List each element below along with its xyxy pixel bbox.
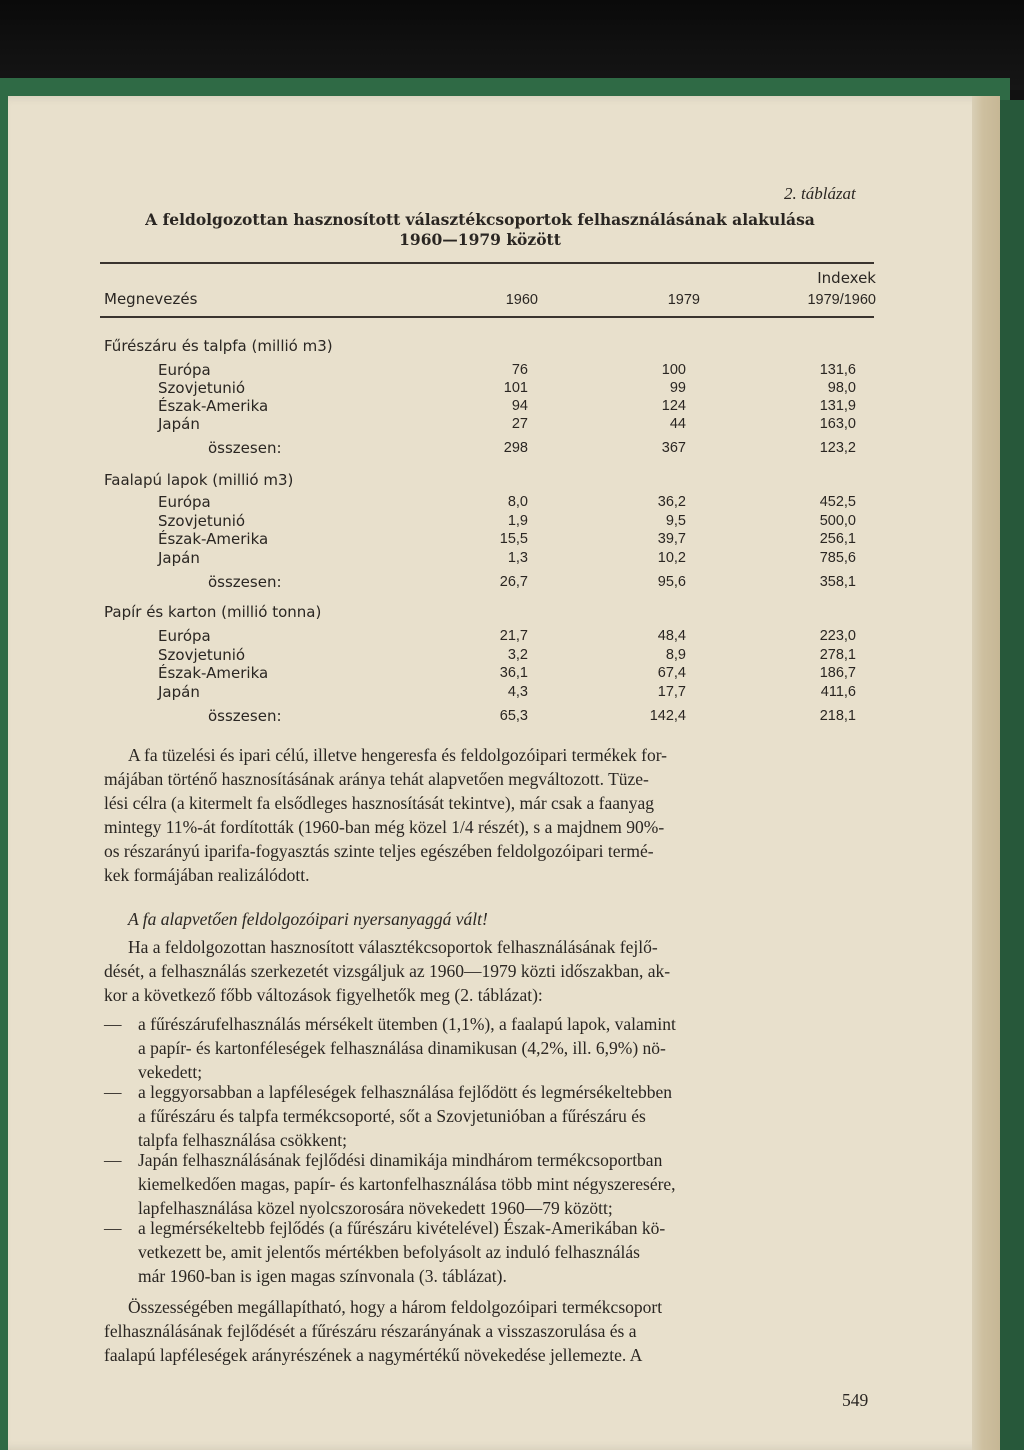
group-title: Papír és karton (millió tonna): [104, 603, 322, 621]
row-name: Japán: [158, 415, 200, 433]
cell-index: 278,1: [819, 647, 856, 663]
bullet-dash: —: [104, 1150, 122, 1170]
text-line: Ha a feldolgozottan hasznosított választékcsoportok felhasználásának fejlő-: [128, 937, 658, 957]
page-stack-edge: [972, 96, 1000, 1450]
cell-1979: 99: [669, 380, 686, 396]
row-name: Japán: [158, 683, 200, 701]
header-1979: 1979: [667, 292, 700, 308]
row-name: Szovjetunió: [158, 512, 246, 530]
cell-index: 131,6: [819, 362, 856, 378]
cell-1979: 39,7: [657, 531, 686, 547]
text-line: kiemelkedően magas, papír- és kartonfelhasználása több mint négyszeresére,: [138, 1174, 676, 1194]
cell-1960: 27: [511, 416, 528, 432]
cell-1979: 44: [669, 416, 686, 432]
book-cover-spine: [996, 100, 1024, 1450]
text-line: os részarányú iparifa-fogyasztás szinte teljes egészében feldolgozóipari termé-: [104, 841, 654, 861]
cell-1960: 3,2: [507, 647, 528, 663]
bullet-item-2: [138, 1080, 876, 1152]
cell-1960: 21,7: [499, 628, 528, 644]
total-index: 123,2: [819, 440, 856, 456]
cell-1979: 9,5: [665, 513, 686, 529]
cell-1960: 8,0: [507, 494, 528, 510]
table-subtitle: 1960—1979 között: [399, 230, 561, 249]
cell-index: 186,7: [819, 665, 856, 681]
cell-index: 256,1: [819, 531, 856, 547]
text-line: vetkezett be, amit jelentős mértékben befolyásolt az induló felhasználás: [138, 1242, 640, 1262]
cell-1960: 4,3: [507, 684, 528, 700]
page-number: 549: [842, 1390, 869, 1410]
header-name: Megnevezés: [104, 290, 198, 308]
table-top-rule: [100, 262, 874, 264]
bullet-item-3: [138, 1148, 876, 1220]
cell-1979: 48,4: [657, 628, 686, 644]
total-1979: 95,6: [657, 574, 686, 590]
row-name: Észak-Amerika: [158, 397, 269, 415]
scan-background: [0, 0, 1024, 90]
total-1960: 65,3: [499, 708, 528, 724]
total-1979: 367: [661, 440, 686, 456]
cell-1979: 10,2: [657, 550, 686, 566]
cell-1979: 100: [661, 362, 686, 378]
text-line: talpfa felhasználása csökkent;: [138, 1130, 347, 1150]
group-title: Faalapú lapok (millió m3): [104, 471, 294, 489]
header-index-top: Indexek: [817, 269, 876, 287]
bullet-dash: —: [104, 1082, 122, 1102]
header-index-bottom: 1979/1960: [807, 292, 876, 308]
bullet-dash: —: [104, 1218, 122, 1238]
text-line: lési célra (a kitermelt fa elsődleges hasznosítását tekintve), már csak a faanyag: [104, 793, 655, 813]
total-index: 358,1: [819, 574, 856, 590]
table-title: A feldolgozottan hasznosított választékcsoportok felhasználásának alakulása: [145, 210, 815, 229]
cell-1979: 8,9: [665, 647, 686, 663]
cell-1979: 67,4: [657, 665, 686, 681]
cell-1960: 94: [511, 398, 528, 414]
total-label: összesen:: [208, 707, 282, 725]
bullet-item-1: [138, 1012, 876, 1084]
table-header-rule: [100, 316, 874, 318]
cell-index: 131,9: [819, 398, 856, 414]
cell-index: 411,6: [820, 684, 856, 700]
text-line: a legmérsékeltebb fejlődés (a fűrészáru kivételével) Észak-Amerikában kö-: [138, 1218, 666, 1238]
cell-1960: 1,9: [507, 513, 528, 529]
text-line: felhasználásának fejlődését a fűrészáru részarányának a visszaszorulása és a: [104, 1321, 637, 1341]
row-name: Japán: [158, 549, 200, 567]
text-line: vekedett;: [138, 1062, 203, 1082]
text-line: már 1960-ban is igen magas színvonala (3. táblázat).: [138, 1266, 507, 1286]
total-1960: 298: [503, 440, 528, 456]
header-1960: 1960: [505, 292, 538, 308]
italic-heading: A fa alapvetően feldolgozóipari nyersanyaggá vált!: [128, 909, 488, 929]
cell-index: 785,6: [819, 550, 856, 566]
text-line: májában történő hasznosításának aránya tehát alapvetően megváltozott. Tüze-: [104, 769, 649, 789]
paragraph-3: [104, 1295, 876, 1367]
cell-index: 98,0: [827, 380, 856, 396]
cell-1979: 124: [661, 398, 686, 414]
text-line: dését, a felhasználás szerkezetét vizsgáljuk az 1960—1979 közti időszakban, ak-: [104, 961, 671, 981]
cell-index: 452,5: [819, 494, 856, 510]
row-name: Európa: [158, 627, 211, 645]
cell-index: 163,0: [819, 416, 856, 432]
cell-1960: 76: [511, 362, 528, 378]
group-title: Fűrészáru és talpfa (millió m3): [104, 337, 333, 355]
total-label: összesen:: [208, 573, 282, 591]
bullet-dash: —: [104, 1014, 122, 1034]
row-name: Észak-Amerika: [158, 664, 269, 682]
cell-1960: 1,3: [507, 550, 528, 566]
text-line: a fűrészáru és talpfa termékcsoporté, sőt a Szovjetunióban a fűrészáru és: [138, 1106, 646, 1126]
text-line: faalapú lapféleségek arányrészének a nagymértékű növekedése jellemezte. A: [104, 1345, 643, 1365]
row-name: Észak-Amerika: [158, 530, 269, 548]
total-1960: 26,7: [499, 574, 528, 590]
row-name: Szovjetunió: [158, 379, 246, 397]
total-1979: 142,4: [649, 708, 686, 724]
text-line: lapfelhasználása közel nyolcszorosára növekedett 1960—79 között;: [138, 1198, 613, 1218]
text-line: a fűrészárufelhasználás mérsékelt ütemben (1,1%), a faalapú lapok, valamint: [138, 1014, 676, 1034]
row-name: Európa: [158, 493, 211, 511]
cell-1960: 101: [503, 380, 528, 396]
text-line: A fa tüzelési és ipari célú, illetve hengeresfa és feldolgozóipari termékek for-: [128, 745, 667, 765]
text-line: a leggyorsabban a lapféleségek felhasználása fejlődött és legmérsékeltebben: [138, 1082, 672, 1102]
row-name: Szovjetunió: [158, 646, 246, 664]
text-line: a papír- és kartonféleségek felhasználása dinamikusan (4,2%, ill. 6,9%) nö-: [138, 1038, 666, 1058]
paragraph-2: [104, 935, 876, 1007]
text-line: Japán felhasználásának fejlődési dinamikája mindhárom termékcsoportban: [138, 1150, 663, 1170]
text-line: kek formájában realizálódott.: [104, 865, 310, 885]
table-caption: 2. táblázat: [784, 184, 856, 203]
cell-index: 500,0: [819, 513, 856, 529]
bullet-item-4: [138, 1216, 876, 1288]
total-label: összesen:: [208, 439, 282, 457]
cell-1979: 36,2: [657, 494, 686, 510]
paragraph-1: [104, 743, 876, 887]
text-line: mintegy 11%-át fordították (1960-ban még közel 1/4 részét), s a majdnem 90%-: [104, 817, 665, 837]
cell-1979: 17,7: [657, 684, 686, 700]
row-name: Európa: [158, 361, 211, 379]
text-line: kor a következő főbb változások figyelhetők meg (2. táblázat):: [104, 985, 543, 1005]
cell-1960: 15,5: [499, 531, 528, 547]
text-line: Összességében megállapítható, hogy a három feldolgozóipari termékcsoport: [128, 1297, 663, 1317]
total-index: 218,1: [819, 708, 856, 724]
cell-1960: 36,1: [499, 665, 528, 681]
cell-index: 223,0: [819, 628, 856, 644]
